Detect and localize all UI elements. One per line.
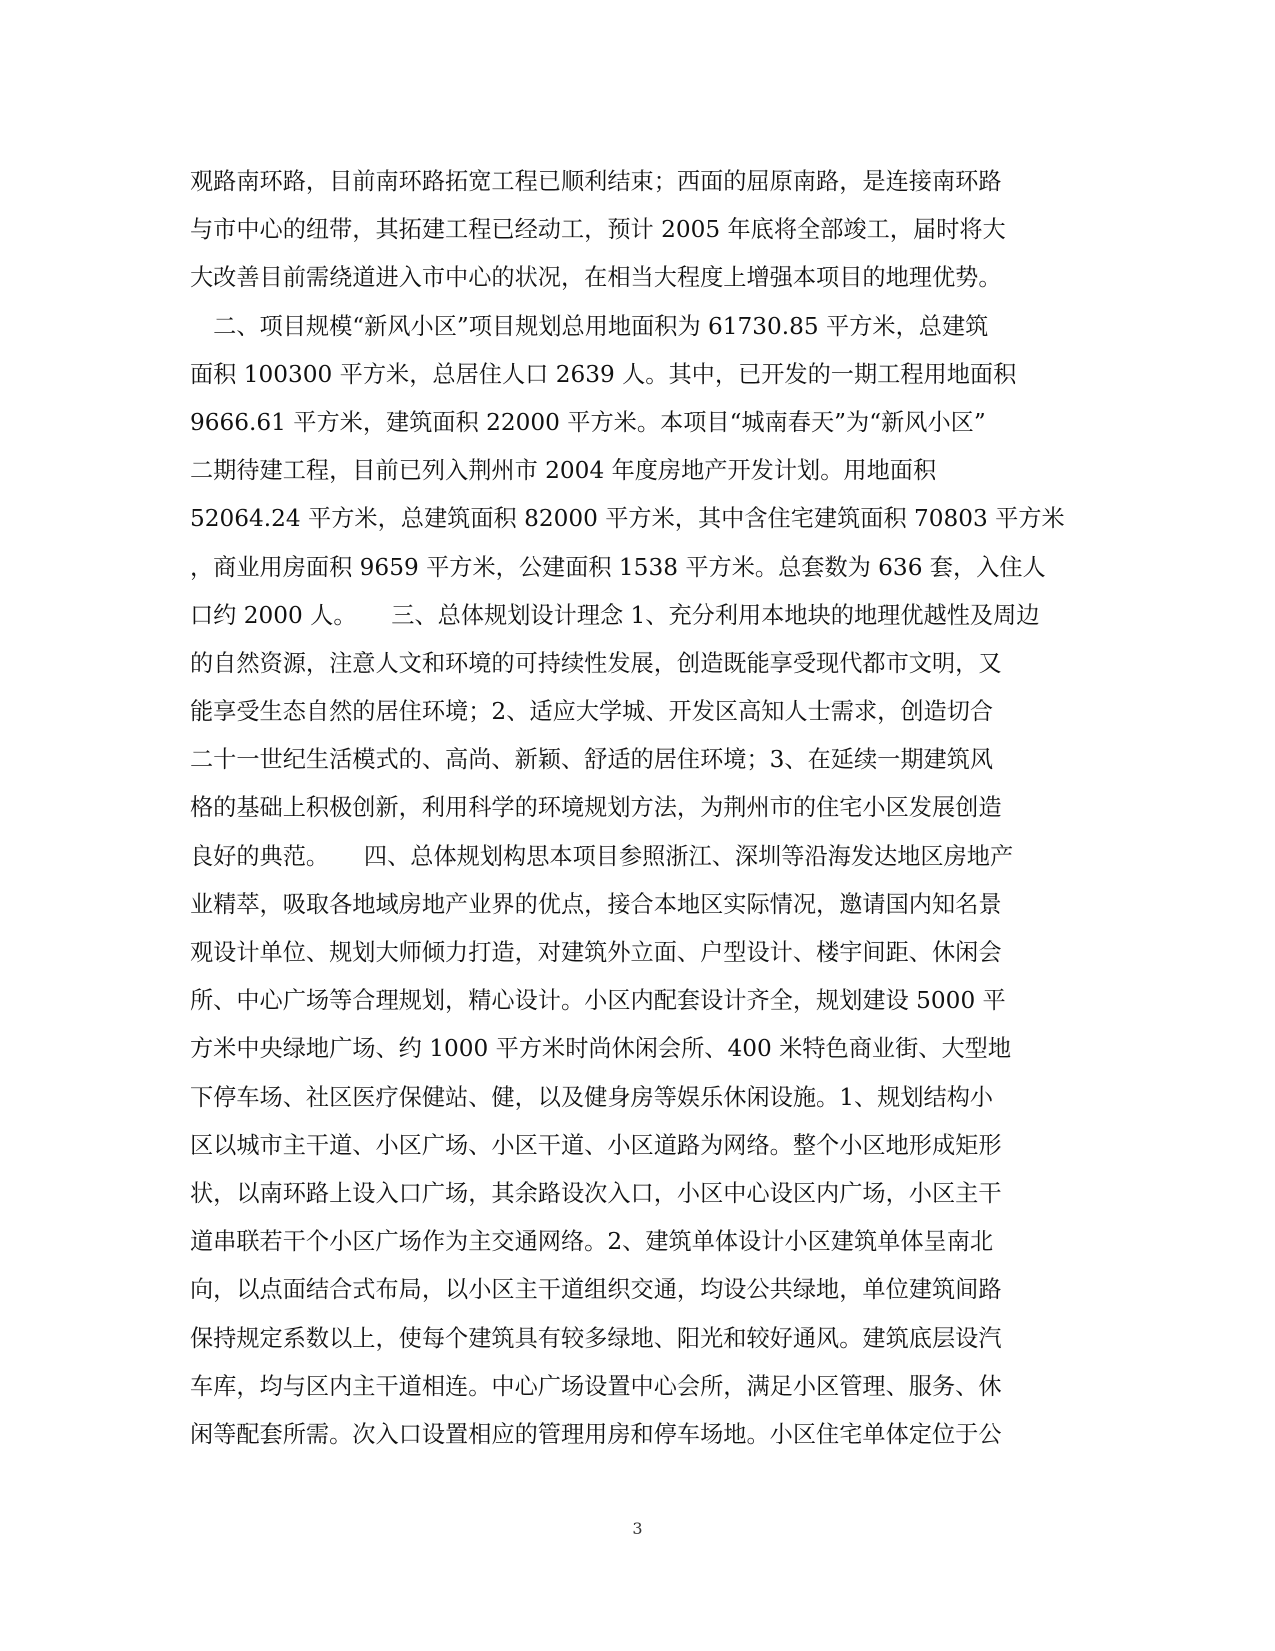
- text-line: 方米中央绿地广场、约 1000 平方米时尚休闲会所、400 米特色商业街、大型地: [190, 1035, 1012, 1063]
- text-line: 道串联若干个小区广场作为主交通网络。2、建筑单体设计小区建筑单体呈南北: [190, 1228, 994, 1256]
- text-line: 观设计单位、规划大师倾力打造，对建筑外立面、户型设计、楼宇间距、休闲会: [190, 939, 1002, 966]
- page-number: 3: [632, 1519, 643, 1538]
- text-line: 9666.61 平方米，建筑面积 22000 平方米。本项目“城南春天”为“新风小区”: [190, 408, 986, 436]
- text-line: 二、项目规模“新风小区”项目规划总用地面积为 61730.85 平方米，总建筑: [190, 312, 989, 340]
- text-line: 车库，均与区内主干道相连。中心广场设置中心会所，满足小区管理、服务、休: [190, 1372, 1002, 1400]
- body-text: [190, 158, 1090, 1459]
- text-line: 与市中心的纽带，其拓建工程已经动工，预计 2005 年底将全部竣工，届时将大: [190, 216, 1006, 244]
- text-line: ，商业用房面积 9659 平方米，公建面积 1538 平方米。总套数为 636 套，入住人: [190, 553, 1046, 581]
- text-line: 业精萃，吸取各地域房地产业界的优点，接合本地区实际情况，邀请国内知名景: [190, 890, 1002, 918]
- text-line: 能享受生态自然的居住环境；2、适应大学城、开发区高知人士需求，创造切合: [190, 698, 994, 726]
- text-line: 观路南环路，目前南环路拓宽工程已顺利结束；西面的屈原南路，是连接南环路: [190, 168, 1002, 195]
- text-line: 格的基础上积极创新，利用科学的环境规划方法，为荆州市的住宅小区发展创造: [190, 794, 1002, 822]
- text-line: 面积 100300 平方米，总居住人口 2639 人。其中，已开发的一期工程用地面积: [190, 360, 1017, 388]
- text-line: 二十一世纪生活模式的、高尚、新颖、舒适的居住环境；3、在延续一期建筑风: [190, 746, 994, 774]
- text-line: 的自然资源，注意人文和环境的可持续性发展，创造既能享受现代都市文明，又: [190, 649, 1002, 677]
- text-line: 良好的典范。 四、总体规划构思本项目参照浙江、深圳等沿海发达地区房地产: [190, 842, 1014, 870]
- text-line: 52064.24 平方米，总建筑面积 82000 平方米，其中含住宅建筑面积 70803 平方米: [190, 505, 1065, 533]
- text-line: 大改善目前需绕道进入市中心的状况，在相当大程度上增强本项目的地理优势。: [190, 264, 1002, 292]
- text-line: 向，以点面结合式布局，以小区主干道组织交通，均设公共绿地，单位建筑间路: [190, 1276, 1002, 1304]
- text-line: 闲等配套所需。次入口设置相应的管理用房和停车场地。小区住宅单体定位于公: [190, 1420, 1002, 1448]
- text-line: 下停车场、社区医疗保健站、健，以及健身房等娱乐休闲设施。1、规划结构小: [190, 1083, 994, 1111]
- text-line: 保持规定系数以上，使每个建筑具有较多绿地、阳光和较好通风。建筑底层设汽: [190, 1324, 1002, 1352]
- text-line: 所、中心广场等合理规划，精心设计。小区内配套设计齐全，规划建设 5000 平: [190, 987, 1006, 1015]
- text-line: 区以城市主干道、小区广场、小区干道、小区道路为网络。整个小区地形成矩形: [190, 1131, 1002, 1159]
- text-line: 二期待建工程，目前已列入荆州市 2004 年度房地产开发计划。用地面积: [190, 457, 937, 485]
- text-line: 状，以南环路上设入口广场，其余路设次入口，小区中心设区内广场，小区主干: [190, 1179, 1002, 1207]
- text-line: 口约 2000 人。 三、总体规划设计理念 1、充分利用本地块的地理优越性及周边: [190, 601, 1040, 629]
